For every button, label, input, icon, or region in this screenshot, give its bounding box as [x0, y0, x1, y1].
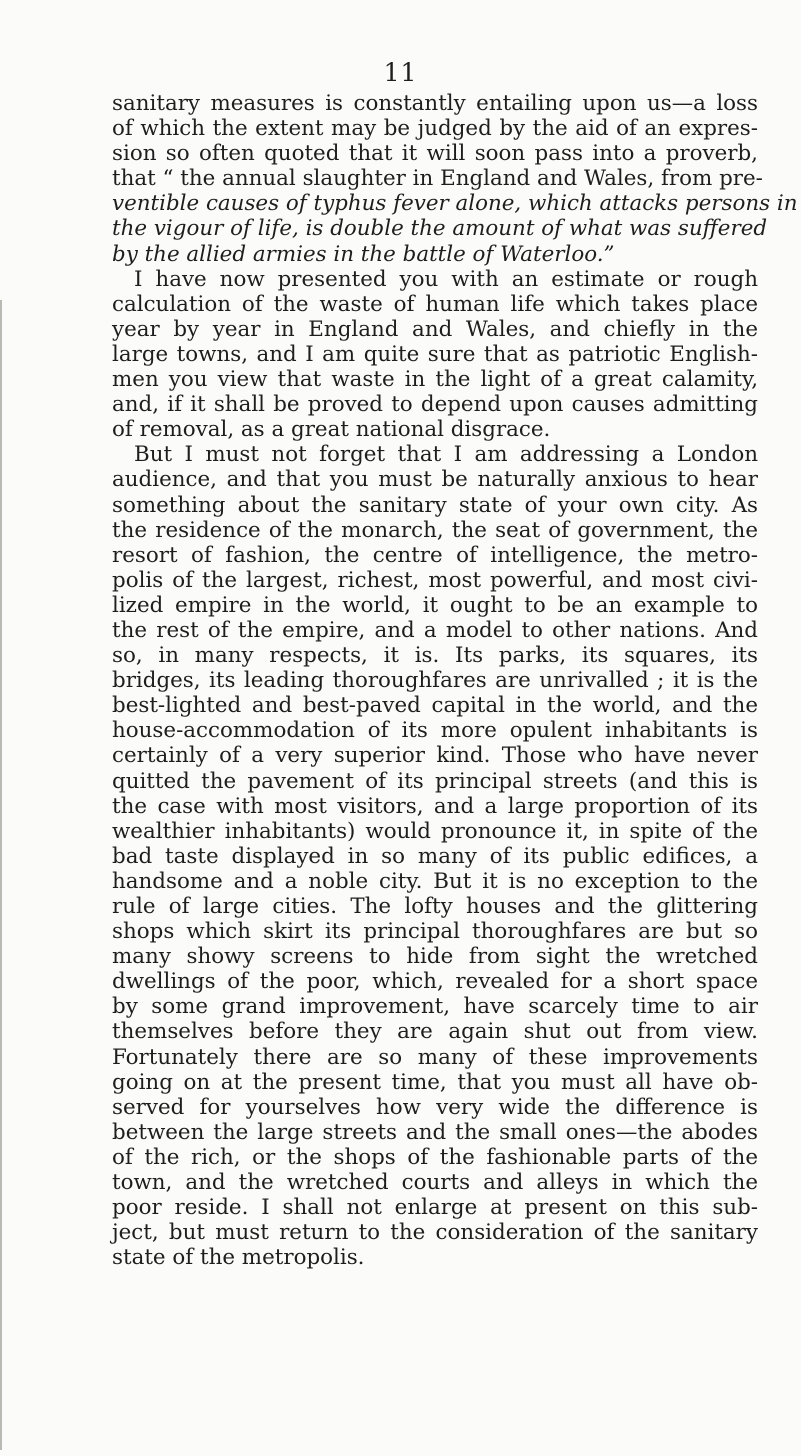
text-line: best-lighted and best-paved capital in the world, and the	[112, 693, 758, 719]
text-line: calculation of the waste of human life which takes place	[112, 291, 758, 317]
text-line: by the allied armies in the battle of Waterloo.”	[112, 241, 615, 267]
text-line: bad taste displayed in so many of its public edifices, a	[112, 843, 758, 869]
body-text	[112, 91, 798, 1271]
text-line: poor reside. I shall not enlarge at present on this sub-	[112, 1195, 758, 1221]
text-line: ventible causes of typhus fever alone, which attacks persons in	[112, 191, 798, 217]
text-line: ject, but must return to the consideration of the sanitary	[112, 1220, 758, 1246]
text-line: of removal, as a great national disgrace.	[112, 417, 551, 443]
paragraph-2	[112, 267, 758, 443]
text-line: sion so often quoted that it will soon pass into a proverb,	[112, 141, 758, 167]
text-line: town, and the wretched courts and alleys in which the	[112, 1170, 758, 1196]
text-line: by some grand improvement, have scarcely time to air	[112, 994, 758, 1020]
text-line: state of the metropolis.	[112, 1245, 365, 1271]
text-line: the case with most visitors, and a large proportion of its	[112, 793, 758, 819]
text-line: handsome and a noble city. But it is no exception to the	[112, 868, 758, 894]
text-line: lized empire in the world, it ought to be an example to	[112, 592, 758, 618]
text-line: the rest of the empire, and a model to other nations. And	[112, 617, 758, 643]
text-line: sanitary measures is constantly entailing upon us—a loss	[112, 91, 758, 116]
text-line: and, if it shall be proved to depend upon causes admitting	[112, 392, 758, 418]
text-line: going on at the present time, that you must all have ob-	[112, 1069, 758, 1095]
text-line: bridges, its leading thoroughfares are unrivalled ; it is the	[112, 668, 758, 694]
page-number: 11	[383, 58, 418, 87]
paragraph-1	[112, 91, 798, 267]
text-line: quitted the pavement of its principal streets (and this is	[112, 768, 758, 794]
text-line: year by year in England and Wales, and chiefly in the	[112, 316, 758, 342]
text-line: resort of fashion, the centre of intelligence, the metro-	[112, 542, 758, 568]
text-line: I have now presented you with an estimate or rough	[134, 266, 758, 292]
text-line: the residence of the monarch, the seat of government, the	[112, 517, 758, 543]
text-line: But I must not forget that I am addressing a London	[134, 442, 758, 468]
text-line: that “ the annual slaughter in England and Wales, from pre-	[112, 166, 763, 192]
text-line: rule of large cities. The lofty houses and the glittering	[112, 894, 758, 919]
text-line: between the large streets and the small ones—the abodes	[112, 1119, 758, 1145]
text-line: the vigour of life, is double the amount of what was suffered	[112, 216, 768, 242]
text-line: polis of the largest, richest, most powerful, and most civi-	[112, 567, 758, 593]
text-line: so, in many respects, it is. Its parks, its squares, its	[112, 643, 758, 669]
text-line: something about the sanitary state of your own city. As	[112, 492, 758, 518]
text-line: men you view that waste in the light of a great calamity,	[112, 367, 758, 393]
text-line: certainly of a very superior kind. Those who have never	[112, 743, 758, 769]
text-line: Fortunately there are so many of these improvements	[112, 1044, 758, 1070]
text-line: of the rich, or the shops of the fashionable parts of the	[112, 1144, 758, 1170]
binding-shadow	[0, 300, 2, 1450]
text-line: served for yourselves how very wide the difference is	[112, 1094, 758, 1120]
text-line: many showy screens to hide from sight the wretched	[112, 944, 758, 970]
text-line: shops which skirt its principal thoroughfares are but so	[112, 919, 758, 945]
text-line: of which the extent may be judged by the aid of an expres-	[112, 116, 758, 142]
text-line: house-accommodation of its more opulent inhabitants is	[112, 718, 758, 744]
text-line: dwellings of the poor, which, revealed for a short space	[112, 969, 758, 995]
text-line: themselves before they are again shut out from view.	[112, 1019, 758, 1045]
paragraph-3	[112, 442, 758, 1270]
text-line: large towns, and I am quite sure that as patriotic English-	[112, 341, 758, 367]
text-line: audience, and that you must be naturally anxious to hear	[112, 467, 758, 493]
text-line: wealthier inhabitants) would pronounce it, in spite of the	[112, 818, 758, 844]
